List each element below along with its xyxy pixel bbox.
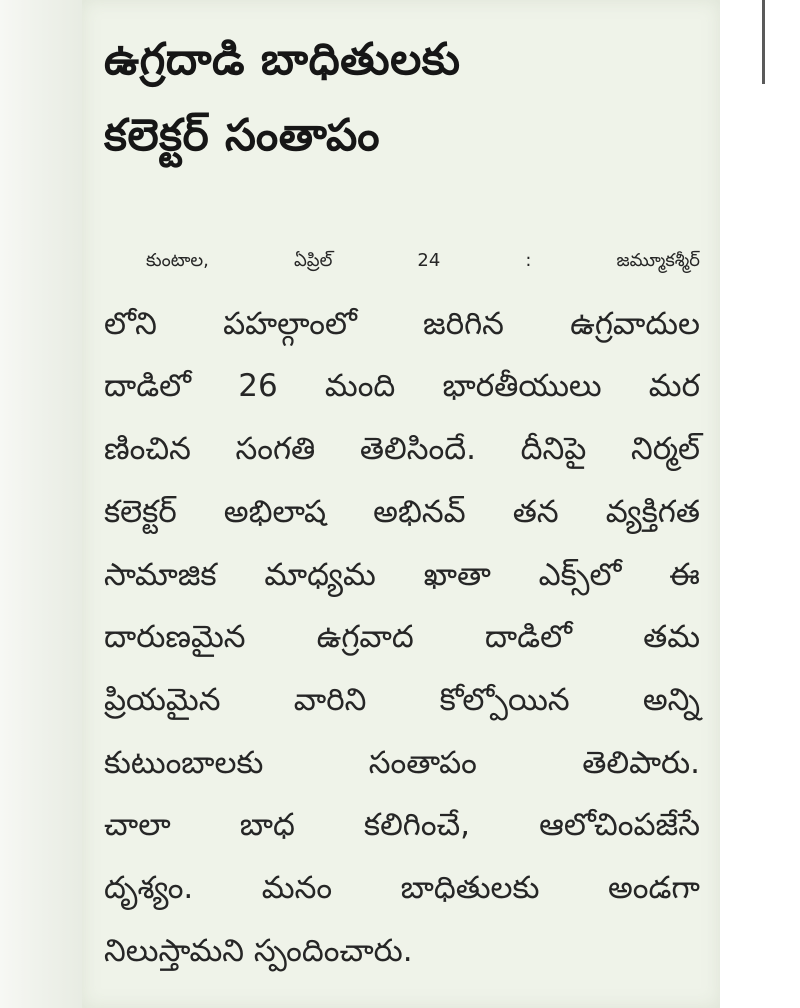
body-word: కలెక్టర్: [104, 493, 177, 530]
body-word: 26: [238, 368, 278, 405]
headline-line: ఉగ్రదాడి బాధితులకు: [104, 34, 461, 85]
headline: [104, 22, 704, 174]
body-word: అండగా: [607, 870, 700, 907]
body-word: అన్ని: [642, 681, 700, 718]
body-word: లోని: [104, 305, 157, 342]
body-line: [104, 418, 700, 481]
body-word: ఎక్స్‌లో: [538, 556, 622, 593]
body-word: ఉగ్రవాద: [316, 619, 414, 656]
body-word: మాధ్యమ: [264, 556, 376, 593]
body-word: చాలా: [104, 807, 171, 844]
body-word: వారిని: [293, 681, 367, 718]
body-word: కోల్పోయిన: [439, 681, 570, 718]
body-word: అభినవ్: [373, 493, 466, 530]
edge-mark: [762, 0, 765, 84]
body-word: బాధ: [239, 807, 295, 844]
body-word: ఏప్రిల్: [293, 250, 333, 271]
body-line: నిలుస్తామని స్పందించారు.: [104, 932, 413, 969]
body-word: మంది: [324, 368, 396, 405]
body-word: ఖాతా: [423, 556, 491, 593]
body-line: [104, 230, 700, 293]
body-word: దాడిలో: [104, 368, 192, 405]
body-word: తెలిపారు.: [582, 744, 700, 781]
body-word: తెలిసిందే.: [359, 431, 476, 468]
body-word: తమ: [643, 619, 700, 656]
body-line: [104, 606, 700, 669]
headline-line: కలెక్టర్ సంతాపం: [104, 110, 381, 161]
body-word: అభిలాష: [223, 493, 327, 530]
body-word: కుటుంబాలకు: [104, 744, 264, 781]
body-word: సంతాపం: [368, 744, 477, 781]
left-background: [0, 0, 82, 1008]
body-word: నిర్మల్: [630, 431, 700, 468]
body-word: ప్రియమైన: [104, 681, 221, 718]
body-word: జమ్మూకశ్మీర్: [616, 250, 700, 271]
body-line: [104, 857, 700, 920]
body-word: భారతీయులు: [442, 368, 602, 405]
body-word: సామాజిక: [104, 556, 217, 593]
article-body: [104, 230, 704, 982]
body-word: దృశ్యం.: [104, 870, 194, 907]
body-line: [104, 355, 700, 418]
body-line: [104, 293, 700, 356]
body-word: ఈ: [669, 556, 700, 593]
right-background: [720, 0, 800, 1008]
body-word: :: [525, 250, 532, 271]
body-line: [104, 669, 700, 732]
body-line: [104, 544, 700, 607]
body-line: [104, 794, 700, 857]
body-word: పహల్గాంలో: [223, 305, 357, 342]
body-word: 24: [417, 250, 441, 271]
body-line: [104, 481, 700, 544]
body-word: జరిగిన: [423, 305, 504, 342]
body-word: ణించిన: [104, 431, 191, 468]
body-word: కుంటాల,: [146, 250, 209, 271]
body-word: సంగతి: [235, 431, 316, 468]
body-word: బాధితులకు: [400, 870, 540, 907]
body-word: దారుణమైన: [104, 619, 246, 656]
body-word: దీనిపై: [520, 431, 587, 468]
body-word: ఆలోచింపజేసే: [539, 807, 700, 844]
body-word: దాడిలో: [484, 619, 572, 656]
body-word: మర: [648, 368, 700, 405]
body-word: తన: [512, 493, 559, 530]
body-word: కలిగించే,: [363, 807, 471, 844]
body-word: మనం: [261, 870, 333, 907]
body-word: ఉగ్రవాదుల: [570, 305, 700, 342]
body-line: [104, 732, 700, 795]
body-word: వ్యక్తిగత: [605, 493, 700, 530]
